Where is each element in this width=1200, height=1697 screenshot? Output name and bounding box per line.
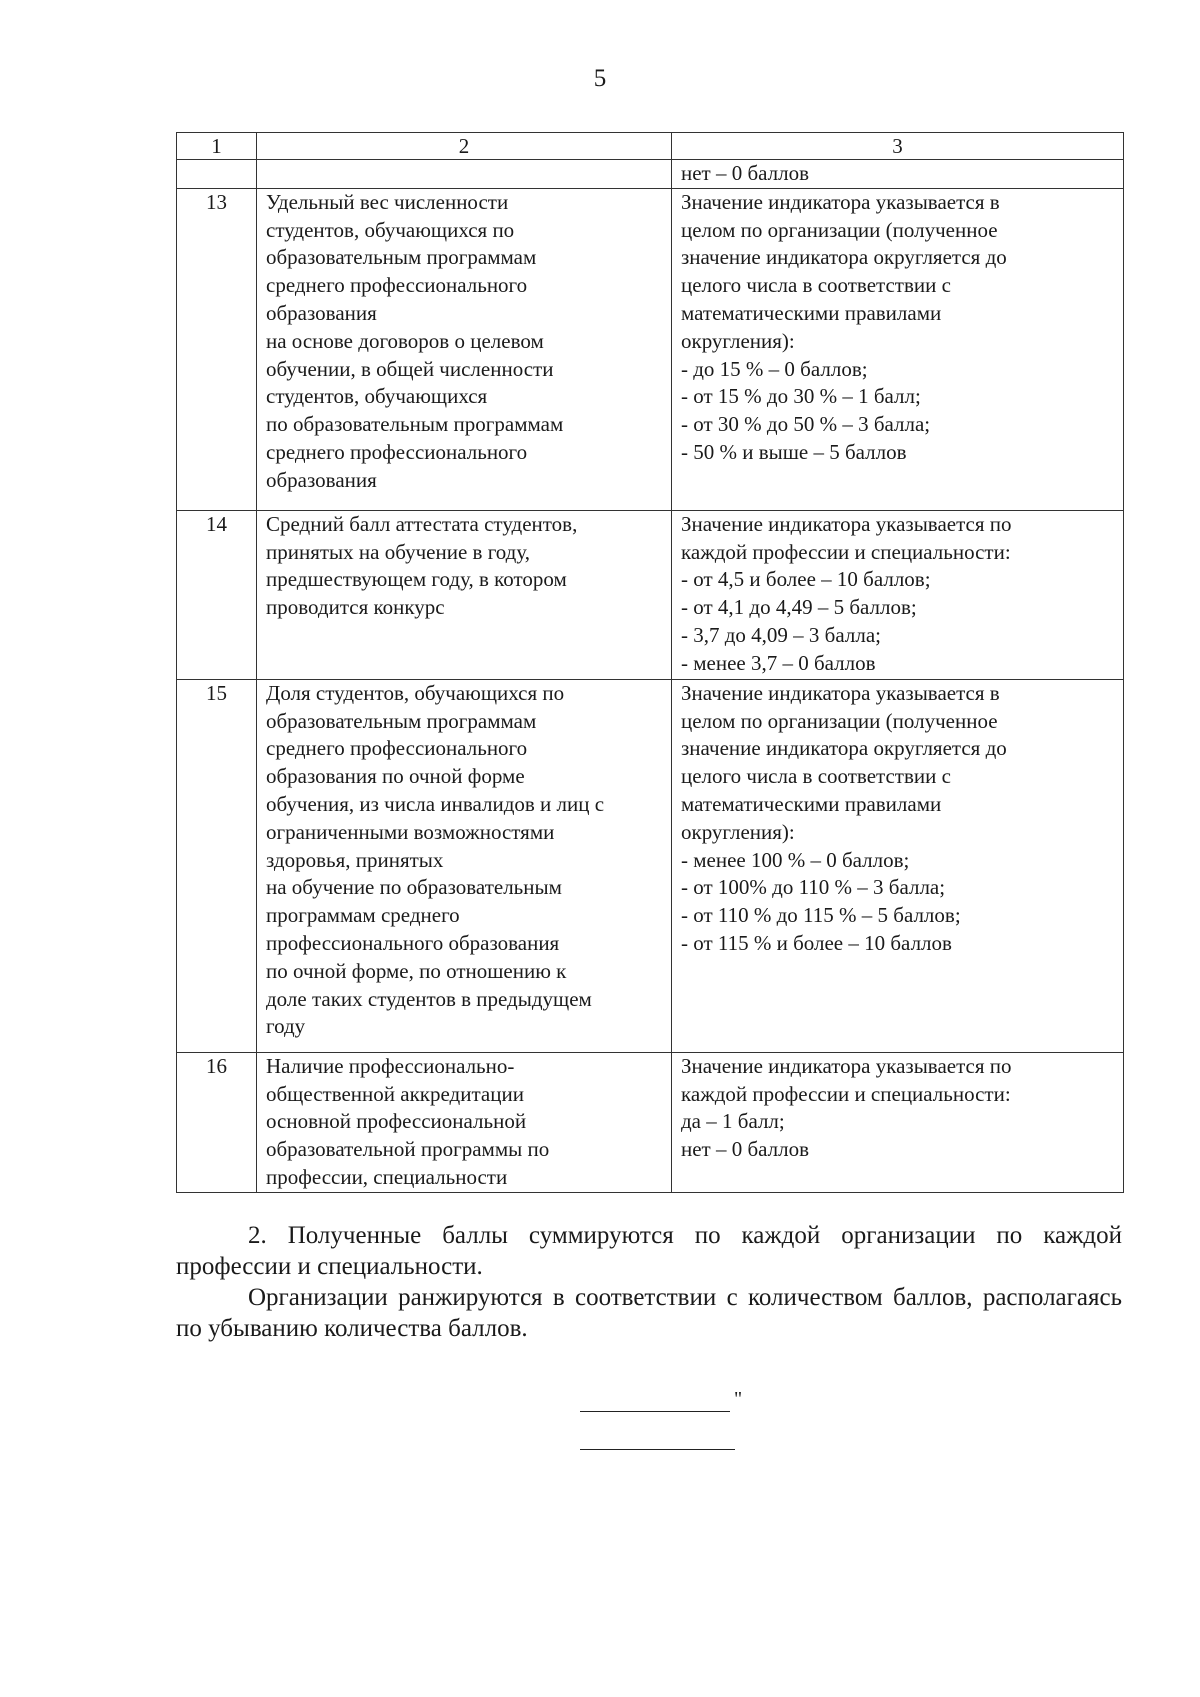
scoring-line: целого числа в соответствии с [681,764,951,789]
scoring-line: да – 1 балл; [681,1109,785,1134]
scoring-line: значение индикатора округляется до [681,736,1007,761]
scoring-line: целого числа в соответствии с [681,273,951,298]
scoring-line: нет – 0 баллов [681,1137,810,1162]
indicator-line: по образовательным программам [266,412,564,437]
indicator-line: обучения, из числа инвалидов и лиц с [266,791,605,816]
indicator-line: ограниченными возможностями [266,819,555,844]
scoring-line: Значение индикатора указывается по [681,511,1012,536]
table-row [177,188,1124,510]
paragraph-text: 2. Полученные баллы суммируются по каждой организации по каждой профессии и специальности. [176,1222,1122,1280]
indicator-cell [257,1052,672,1192]
indicator-line: студентов, обучающихся [266,384,488,409]
table-row [177,160,1124,189]
scoring-line: математическими правилами [681,300,942,325]
indicator-line: среднего профессионального [266,439,528,464]
row-number: 15 [177,679,257,1052]
scoring-cell [672,188,1124,510]
indicator-line: году [266,1014,306,1039]
indicator-cell [257,188,672,510]
indicator-line: Наличие профессионально- [266,1053,515,1078]
paragraph-text: Организации ранжируются в соответствии с количеством баллов, располагаясь по убыванию количества баллов. [176,1284,1122,1342]
indicator-line: основной профессиональной [266,1109,527,1134]
indicator-line: образовательным программам [266,245,537,270]
scoring-line: - 3,7 до 4,09 – 3 балла; [681,622,881,647]
scoring-line: каждой профессии и специальности: [681,539,1011,564]
scoring-line: математическими правилами [681,791,942,816]
table-header-row [177,133,1124,160]
indicator-cell [257,160,672,189]
indicator-line: обучении, в общей численности [266,356,554,381]
closing-quote-mark: " [734,1388,743,1410]
indicator-line: на обучение по образовательным [266,875,562,900]
page-number: 5 [593,65,607,92]
indicator-line: принятых на обучение в году, [266,539,531,564]
scoring-line: Значение индикатора указывается в [681,189,1000,214]
indicator-line: здоровья, принятых [266,847,444,872]
scoring-line: нет – 0 баллов [681,161,810,185]
scoring-line: - от 15 % до 30 % – 1 балл; [681,384,921,409]
scoring-cell [672,1052,1124,1192]
scoring-line: целом по организации (полученное [681,708,998,733]
indicator-line: Средний балл аттестата студентов, [266,511,578,536]
scoring-line: - менее 100 % – 0 баллов; [681,847,910,872]
row-number [177,160,257,189]
table-row [177,679,1124,1052]
table-row [177,1052,1124,1192]
indicator-line: общественной аккредитации [266,1081,524,1106]
indicator-line: студентов, обучающихся по [266,217,515,242]
indicator-line: доле таких студентов в предыдущем [266,986,592,1011]
indicator-cell [257,510,672,679]
indicator-line: среднего профессионального [266,273,528,298]
scoring-line: целом по организации (полученное [681,217,998,242]
scoring-line: - 50 % и выше – 5 баллов [681,439,907,464]
scoring-line: - от 4,1 до 4,49 – 5 баллов; [681,595,917,620]
row-number: 13 [177,188,257,510]
column-header-2: 2 [257,133,672,160]
row-number: 14 [177,510,257,679]
paragraph-ranking [176,1282,1122,1344]
scoring-line: Значение индикатора указывается в [681,680,1000,705]
indicator-line: образовательной программы по [266,1137,550,1162]
indicator-line: Удельный вес численности [266,189,509,214]
scoring-line: округления): [681,328,795,353]
scoring-line: - от 115 % и более – 10 баллов [681,930,952,955]
indicator-line: среднего профессионального [266,736,528,761]
scoring-line: Значение индикатора указывается по [681,1053,1012,1078]
indicator-line: образования [266,467,377,492]
indicator-line: проводится конкурс [266,595,445,620]
indicator-line: профессии, специальности [266,1164,508,1189]
row-number: 16 [177,1052,257,1192]
indicator-line: на основе договоров о целевом [266,328,544,353]
indicator-line: предшествующем году, в котором [266,567,567,592]
indicator-line: программам среднего [266,903,460,928]
scoring-line: - менее 3,7 – 0 баллов [681,650,876,675]
column-header-3: 3 [672,133,1124,160]
indicator-line: образования по очной форме [266,764,525,789]
scoring-line: - от 30 % до 50 % – 3 балла; [681,412,931,437]
closing-rule-bottom [580,1449,735,1450]
scoring-cell [672,510,1124,679]
closing-rule-top [580,1411,730,1412]
scoring-line: - от 4,5 и более – 10 баллов; [681,567,931,592]
indicator-line: образовательным программам [266,708,537,733]
scoring-line: - до 15 % – 0 баллов; [681,356,868,381]
criteria-table [176,132,1124,1193]
scoring-line: - от 110 % до 115 % – 5 баллов; [681,903,961,928]
indicator-line: образования [266,300,377,325]
scoring-line: округления): [681,819,795,844]
scoring-line: значение индикатора округляется до [681,245,1007,270]
scoring-line: каждой профессии и специальности: [681,1081,1011,1106]
indicator-line: профессионального образования [266,930,560,955]
indicator-line: Доля студентов, обучающихся по [266,680,565,705]
indicator-line: по очной форме, по отношению к [266,958,567,983]
table-row [177,510,1124,679]
scoring-cell [672,679,1124,1052]
paragraph-scores-summed [176,1220,1122,1282]
column-header-1: 1 [177,133,257,160]
indicator-cell [257,679,672,1052]
scoring-cell [672,160,1124,189]
scoring-line: - от 100% до 110 % – 3 балла; [681,875,946,900]
